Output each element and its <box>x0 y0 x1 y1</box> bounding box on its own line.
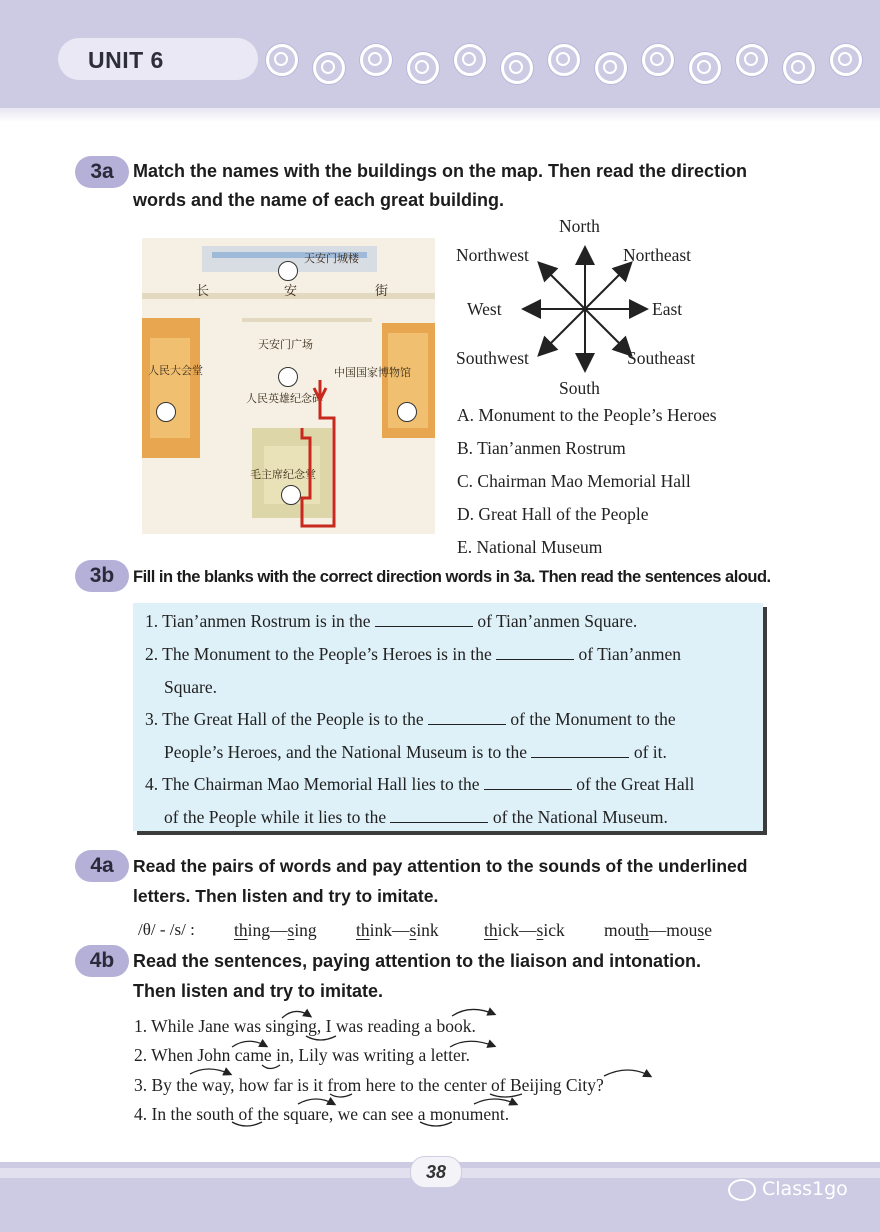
instruction-3a-line1: Match the names with the buildings on the map. Then read the direction <box>133 161 748 181</box>
map-label-an: 安 <box>284 284 298 299</box>
wechat-icon <box>728 1179 756 1201</box>
unit-title: UNIT 6 <box>88 47 164 73</box>
phonetic-label: /θ/ - /s/ : <box>138 920 195 939</box>
compass-east: East <box>652 299 683 319</box>
instruction-4a-line2: letters. Then listen and try to imitate. <box>133 886 439 906</box>
compass-south: South <box>559 378 600 398</box>
underline-s: s <box>536 920 544 940</box>
word-part: ink <box>369 920 392 940</box>
line1-text-a: 1. Tian’anmen Rostrum is in the <box>145 611 371 631</box>
section-badge-3a: 3a <box>75 156 129 188</box>
option-b: B. Tian’anmen Rostrum <box>457 438 626 458</box>
line4-text-b: of the Great Hall <box>576 774 695 794</box>
line4-text-d: of the National Museum. <box>492 807 668 827</box>
section-badge-4b: 4b <box>75 945 129 977</box>
word-part: ing <box>247 920 270 940</box>
underline-th: th <box>484 920 498 940</box>
line3-text-d: of it. <box>633 742 667 762</box>
option-d: D. Great Hall of the People <box>457 504 649 524</box>
option-e: E. National Museum <box>457 537 603 557</box>
page-number: 38 <box>410 1156 462 1188</box>
word-part: ick <box>497 920 520 940</box>
map-label-monument: 人民英雄纪念碑 <box>246 392 323 405</box>
line3-text-c: People’s Heroes, and the National Museum is to the <box>164 742 528 762</box>
dash: — <box>270 920 288 940</box>
underline-s: s <box>287 920 295 940</box>
map-label-chang: 长 <box>196 284 210 299</box>
sentence-4: 4. In the south of the square, we can see a monument. <box>134 1104 510 1124</box>
map-label-jie: 街 <box>375 284 389 299</box>
underline-th: th <box>356 920 370 940</box>
compass-southeast: Southeast <box>627 348 696 368</box>
word-part: ing <box>294 920 317 940</box>
watermark-text: Class1go <box>762 1178 848 1200</box>
line4-text-a: 4. The Chairman Mao Memorial Hall lies to the <box>145 774 480 794</box>
line2-text-b: of Tian’anmen <box>578 644 682 664</box>
compass-southwest: Southwest <box>456 348 529 368</box>
instruction-3b: Fill in the blanks with the correct direction words in 3a. Then read the sentences aloud. <box>133 568 771 586</box>
word-part: ink <box>416 920 439 940</box>
compass-north: North <box>559 216 600 236</box>
compass-northwest: Northwest <box>456 245 529 265</box>
line2-text-a: 2. The Monument to the People’s Heroes is in the <box>145 644 492 664</box>
map-label-great-hall: 人民大会堂 <box>148 364 203 377</box>
map-label-memorial-hall: 毛主席纪念堂 <box>250 468 316 481</box>
watermark <box>728 1178 848 1201</box>
option-c: C. Chairman Mao Memorial Hall <box>457 471 691 491</box>
line3-text-a: 3. The Great Hall of the People is to the <box>145 709 424 729</box>
sentence-3: 3. By the way, how far is it from here to the center of Beijing City? <box>134 1075 604 1095</box>
underline-th: th <box>234 920 248 940</box>
line4-text-c: of the People while it lies to the <box>164 807 387 827</box>
dash: — <box>519 920 537 940</box>
map-label-museum: 中国国家博物馆 <box>334 366 411 379</box>
instruction-4b-line2: Then listen and try to imitate. <box>133 981 384 1001</box>
sentence-1: 1. While Jane was singing, I was reading a book. <box>134 1016 476 1036</box>
underline-th: th <box>635 920 649 940</box>
sentence-2: 2. When John came in, Lily was writing a letter. <box>134 1045 470 1065</box>
line1-text-b: of Tian’anmen Square. <box>477 611 638 631</box>
word-part: mou <box>666 920 698 940</box>
instruction-4a-line1: Read the pairs of words and pay attention to the sounds of the underlined <box>133 856 748 876</box>
word-part: e <box>704 920 712 940</box>
section-badge-4a: 4a <box>75 850 129 882</box>
instruction-4b-line1: Read the sentences, paying attention to the liaison and intonation. <box>133 951 702 971</box>
dash: — <box>648 920 667 940</box>
option-a: A. Monument to the People’s Heroes <box>457 405 717 425</box>
dash: — <box>392 920 410 940</box>
word-part: mou <box>604 920 636 940</box>
line3-text-b: of the Monument to the <box>510 709 676 729</box>
word-part: ick <box>543 920 565 940</box>
compass-northeast: Northeast <box>623 245 692 265</box>
underline-s: s <box>409 920 417 940</box>
map-label-square: 天安门广场 <box>258 338 313 351</box>
instruction-3a-line2: words and the name of each great building. <box>133 190 505 210</box>
compass-west: West <box>467 299 502 319</box>
section-badge-3b: 3b <box>75 560 129 592</box>
map-label-rostrum: 天安门城楼 <box>304 252 359 265</box>
exercise-line-2-cont: Square. <box>164 677 217 697</box>
underline-s: s <box>697 920 705 940</box>
